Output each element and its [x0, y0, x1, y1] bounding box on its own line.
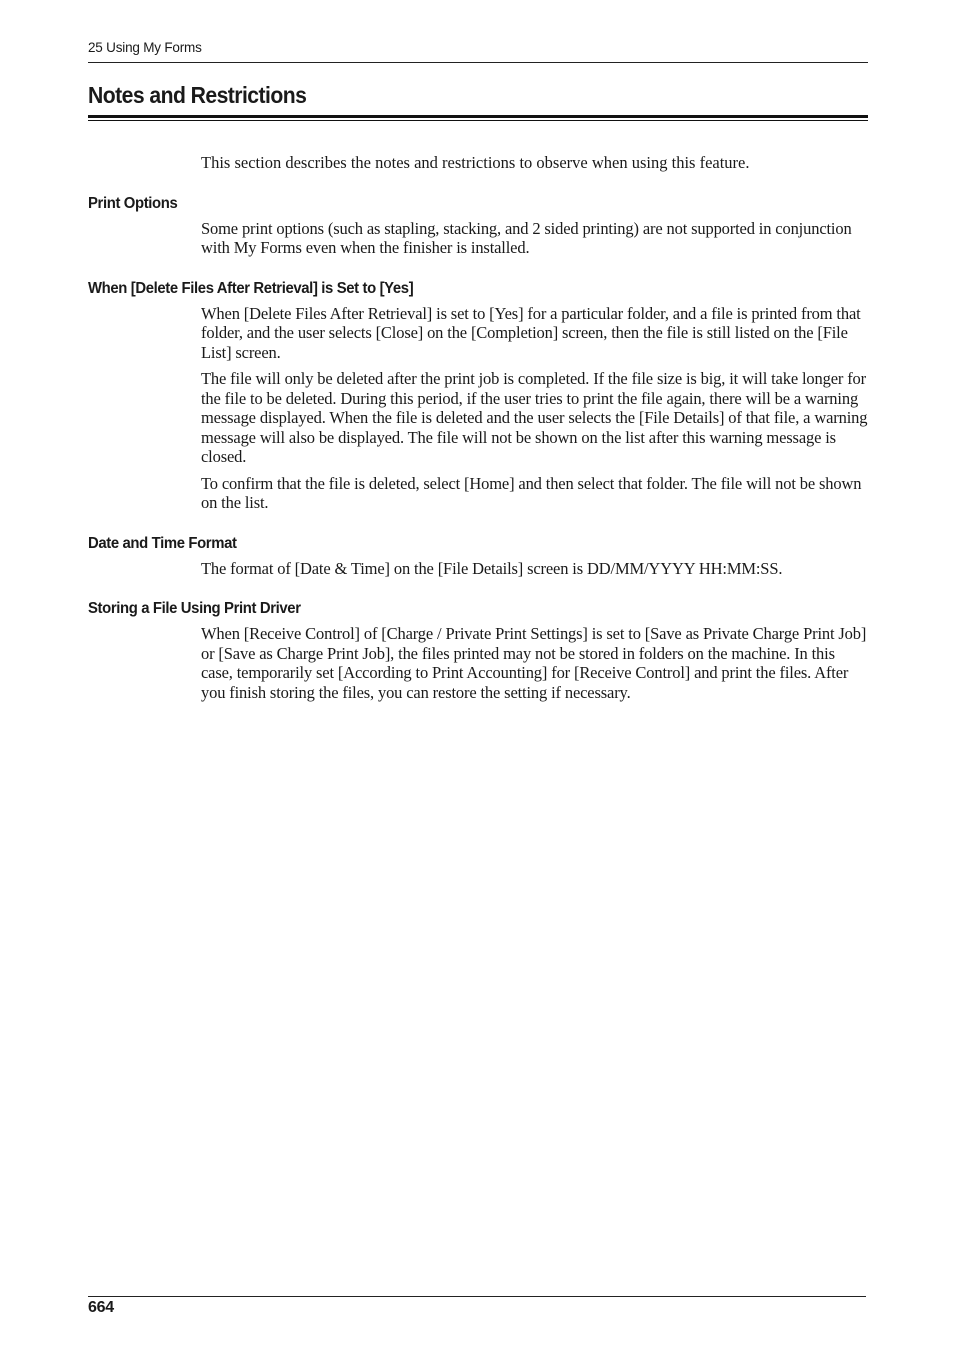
section-storing-file [88, 600, 868, 702]
footer-rule [88, 1296, 866, 1297]
section-paragraph: When [Receive Control] of [Charge / Private Print Settings] is set to [Save as Private Charge Print Job] or [Save as Charge Print Job], the files printed may not be stored in folders on the machine. In this case, temporarily set [According to Print Accounting] for [Receive Control] and print the files. After you finish storing the files, you can restore the setting if necessary. [201, 624, 867, 702]
section-heading: Date and Time Format [88, 534, 237, 552]
section-print-options [88, 195, 868, 258]
section-paragraph: Some print options (such as stapling, stacking, and 2 sided printing) are not supported in conjunction with My Forms even when the finisher is installed. [201, 218, 852, 257]
running-header: 25 Using My Forms [88, 40, 202, 55]
section-heading: Print Options [88, 194, 178, 212]
header-rule [88, 62, 868, 63]
page-number: 664 [88, 1299, 114, 1316]
title-rule-thin [88, 120, 868, 121]
section-heading: When [Delete Files After Retrieval] is Set to [Yes] [88, 279, 414, 297]
section-delete-files [88, 280, 868, 513]
page-title: Notes and Restrictions [88, 82, 307, 108]
section-paragraph: When [Delete Files After Retrieval] is set to [Yes] for a particular folder, and a file is printed from that folder, and the user selects [Close] on the [Completion] screen, then the file is still listed on the [File List] screen. [201, 303, 861, 362]
page-content [88, 153, 868, 724]
intro-paragraph: This section describes the notes and restrictions to observe when using this feature. [201, 153, 750, 172]
title-rule-thick [88, 115, 868, 118]
section-heading: Storing a File Using Print Driver [88, 600, 301, 617]
section-paragraph: To confirm that the file is deleted, select [Home] and then select that folder. The file will not be shown on the list. [201, 473, 862, 512]
section-paragraph: The file will only be deleted after the print job is completed. If the file size is big, it will take longer for the file to be deleted. During this period, if the user tries to print the file again, there will be a warning message displayed. When the file is deleted and the user selects the [File Details] of that file, a warning message will also be displayed. The file will not be shown on the list after this warning message is closed. [201, 369, 868, 466]
section-date-time-format [88, 535, 868, 579]
section-paragraph: The format of [Date & Time] on the [File Details] screen is DD/MM/YYYY HH:MM:SS. [201, 558, 783, 578]
